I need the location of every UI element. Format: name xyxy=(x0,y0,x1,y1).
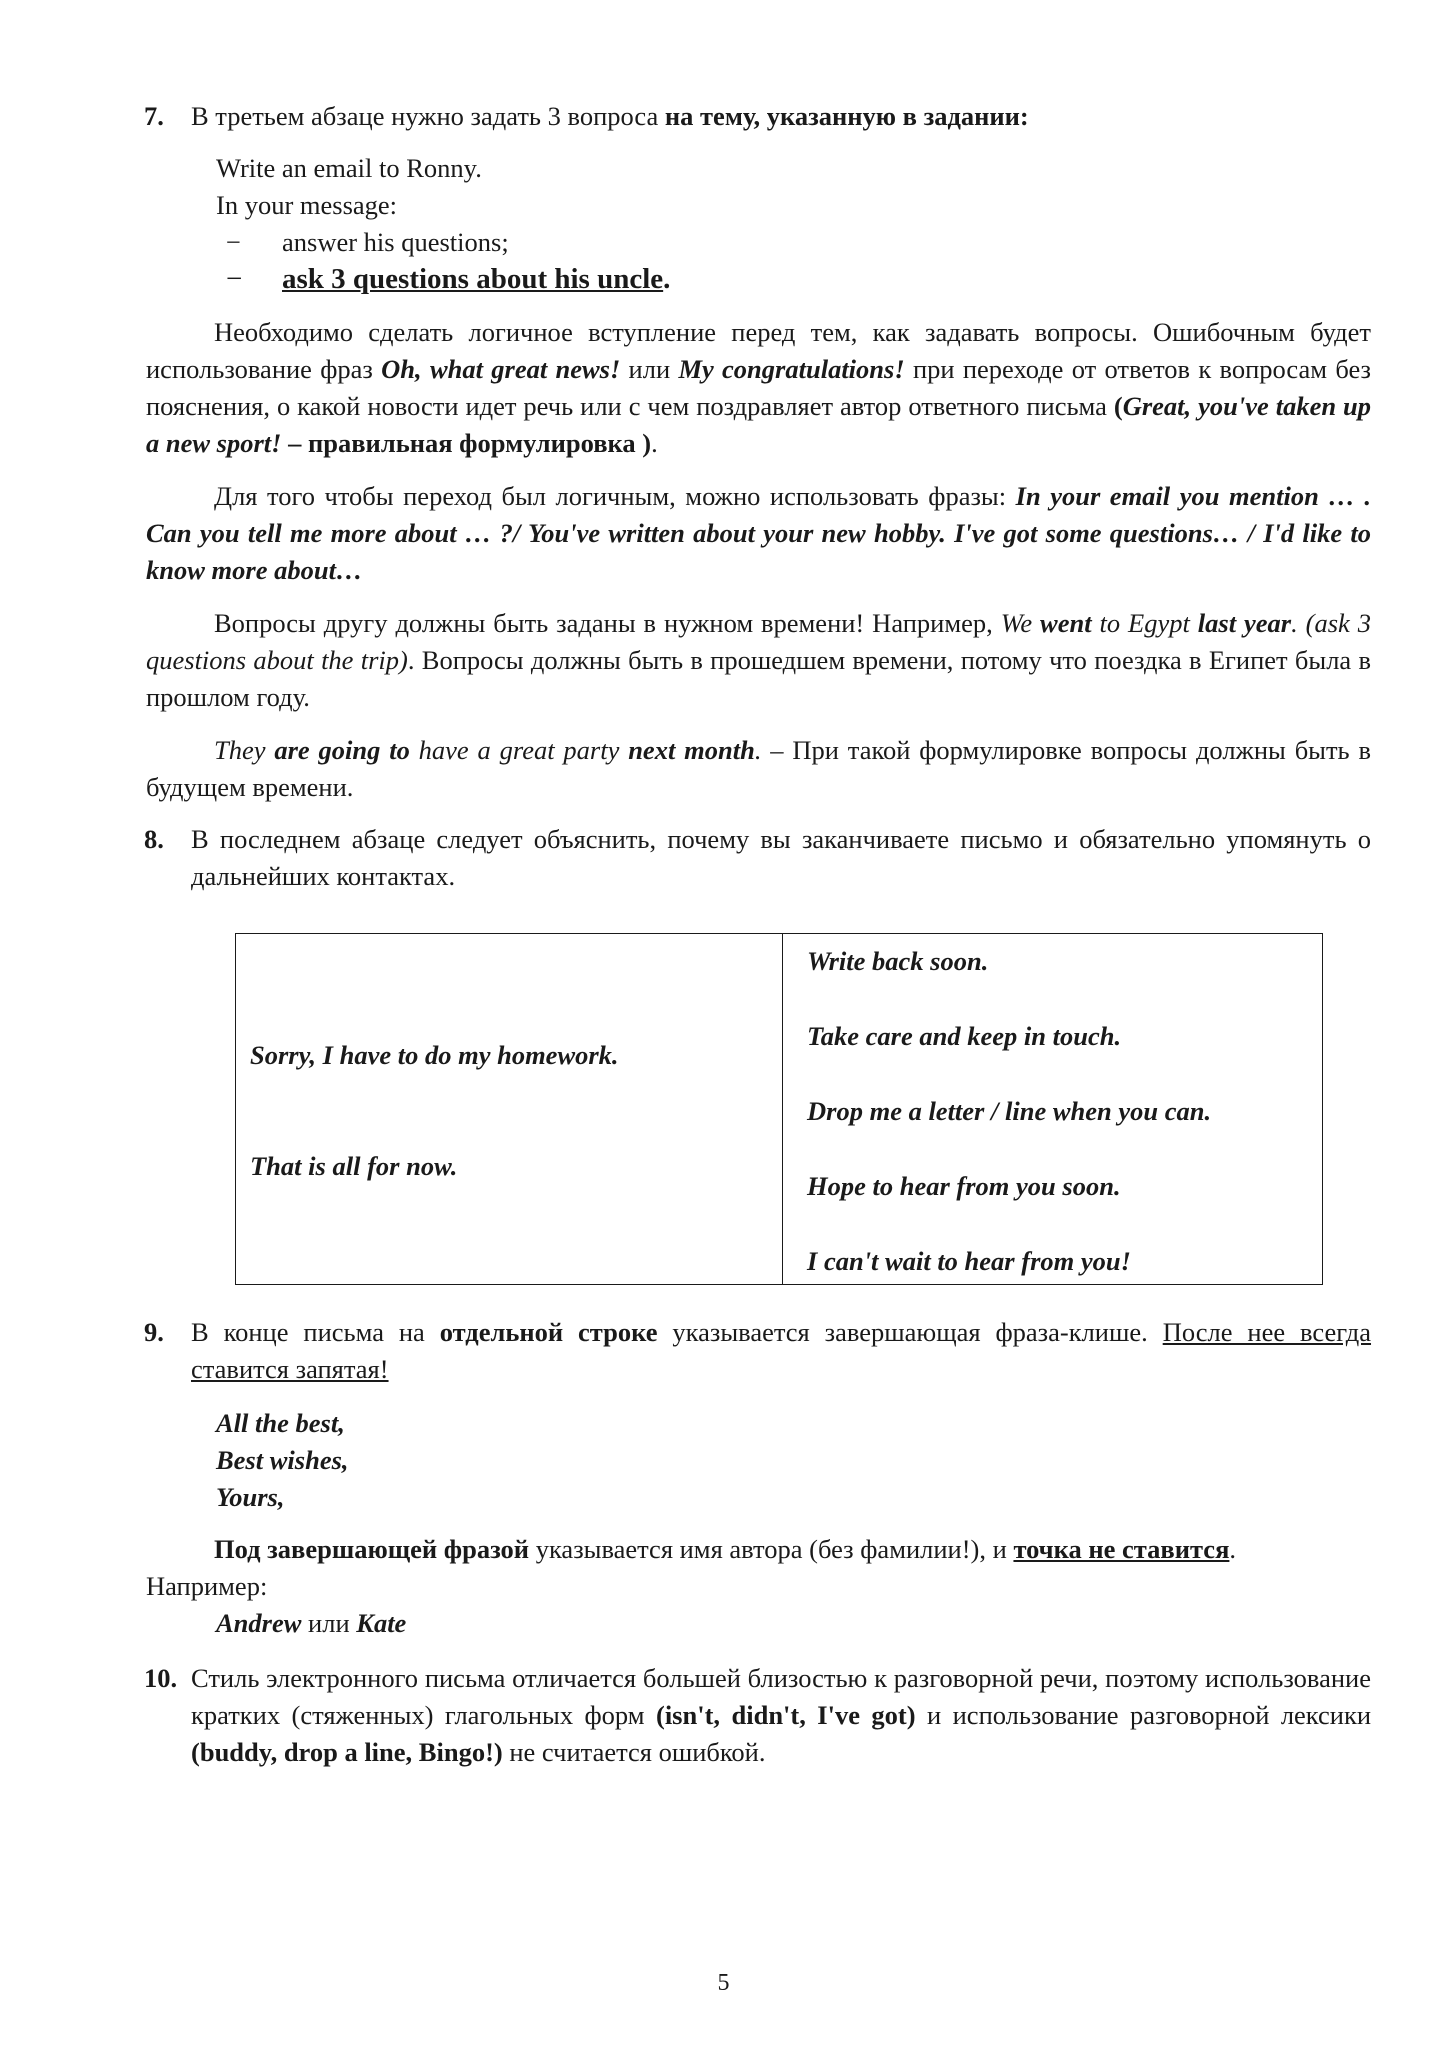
paragraph-tense-future: They are going to have a great party next month. – При такой формулировке вопросы должны быть в будущем времени. xyxy=(146,735,1371,802)
item-number: 10. xyxy=(144,1663,178,1693)
table-row xyxy=(236,934,1323,1285)
item-9-text: В конце письма на отдельной строке указывается завершающая фраза-клише. После нее всегда ставится запятая! xyxy=(191,1317,1372,1384)
task-line: Write an email to Ronny. xyxy=(216,153,482,183)
phrase-item: Hope to hear from you soon. xyxy=(807,1171,1121,1201)
task-quote xyxy=(216,150,670,298)
item-7-intro: В третьем абзаце нужно задать 3 вопроса на тему, указанную в задании: xyxy=(191,101,1029,131)
phrase-item: Sorry, I have to do my homework. xyxy=(250,1040,619,1070)
dash-mark: − xyxy=(226,227,241,257)
closing-phrase: Best wishes, xyxy=(216,1445,349,1475)
item-number: 7. xyxy=(144,101,164,131)
name-examples: Andrew или Kate xyxy=(216,1608,407,1638)
dash-mark: − xyxy=(226,263,243,295)
item-8 xyxy=(146,821,1371,895)
paragraph-tense-past: Вопросы другу должны быть заданы в нужном времени! Например, We went to Egypt last year. (ask 3 questions about the trip). Вопросы должны быть в прошедшем времени, потому что поездка в Египет была в прошлом году. xyxy=(146,608,1371,712)
item-number: 9. xyxy=(144,1317,164,1347)
phrase-item: I can't wait to hear from you! xyxy=(807,1246,1131,1276)
closing-phrase: Yours, xyxy=(216,1482,285,1512)
page-number: 5 xyxy=(717,1970,730,1996)
task-line: In your message: xyxy=(216,190,398,220)
task-bullet: − ask 3 questions about his uncle. xyxy=(216,261,670,298)
closing-examples xyxy=(216,1405,349,1516)
paragraph-transition-phrases: Для того чтобы переход был логичным, можно использовать фразы: In your email you mention … . Can you tell me more about … ?/ You've written about your new hobby. I've got some questions… / I'd like to know more about… xyxy=(146,481,1371,585)
closing-phrase: All the best, xyxy=(216,1408,345,1438)
phrase-item: Drop me a letter / line when you can. xyxy=(807,1096,1212,1126)
paragraph-intro-transition: Необходимо сделать логичное вступление перед тем, как задавать вопросы. Ошибочным будет использование фраз Oh, what great news! или My congratulations! при переходе от ответов к вопросам без пояснения, о какой новости идет речь или с чем поздравляет автор ответного письма (Great, you've taken up a new sport! – правильная формулировка ). xyxy=(146,317,1372,458)
item-number: 8. xyxy=(144,824,164,854)
closing-phrases-table xyxy=(235,933,1323,1285)
table-cell-left xyxy=(236,934,783,1285)
example-label: Например: xyxy=(146,1571,268,1601)
table-cell-right xyxy=(783,934,1323,1285)
phrase-item: Take care and keep in touch. xyxy=(807,1021,1122,1051)
item-10-text: Стиль электронного письма отличается большей близостью к разговорной речи, поэтому использование кратких (стяженных) глагольных форм (isn't, didn't, I've got) и использование разговорной лексики (buddy, drop a line, Bingo!) не считается ошибкой. xyxy=(191,1663,1372,1767)
paragraph-signature: Под завершающей фразой указывается имя автора (без фамилии!), и точка не ставится. xyxy=(214,1534,1237,1564)
task-bullet: − answer his questions; xyxy=(216,224,670,261)
phrase-item: Write back soon. xyxy=(807,946,989,976)
item-8-text: В последнем абзаце следует объяснить, почему вы заканчиваете письмо и обязательно упомянуть о дальнейших контактах. xyxy=(191,824,1371,891)
item-7 xyxy=(146,98,1371,135)
item-9 xyxy=(146,1314,1371,1388)
phrase-item: That is all for now. xyxy=(250,1151,458,1181)
item-10 xyxy=(146,1660,1371,1771)
